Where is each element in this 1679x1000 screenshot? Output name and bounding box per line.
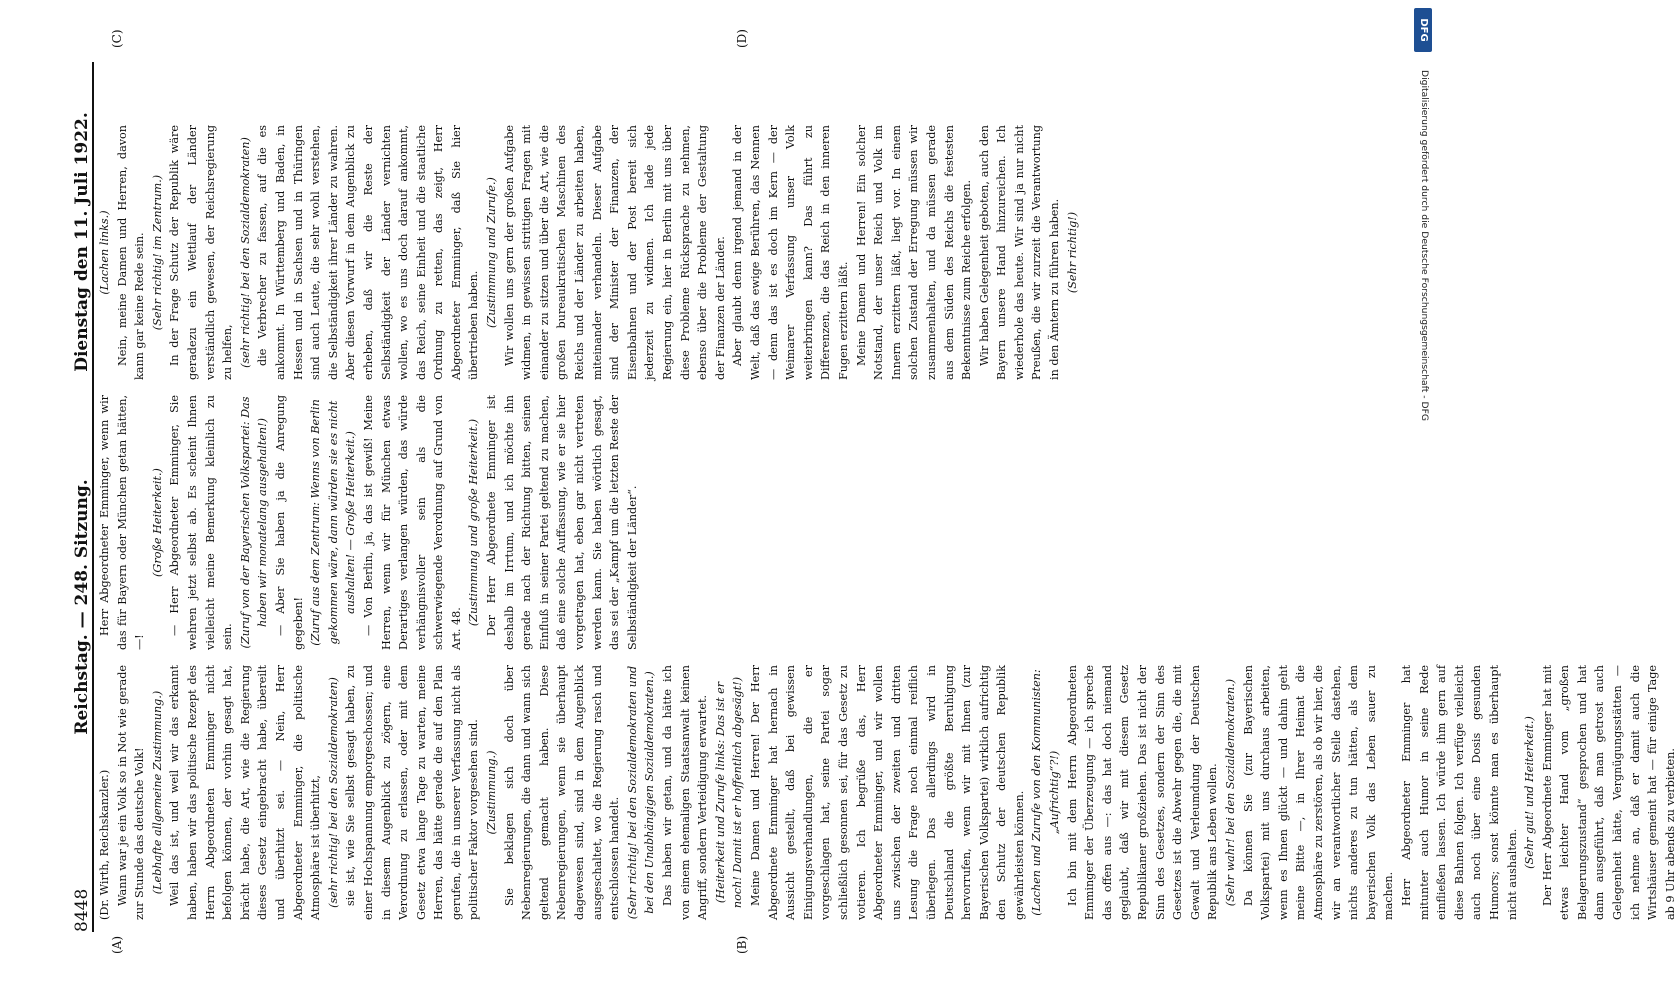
- stage-direction: (Lachen links.): [98, 210, 111, 295]
- stage-direction: (Zustimmung und große Heiterkeit.): [467, 418, 481, 627]
- paragraph: Wir wollen uns gern der großen Aufgabe widmen, in gewissen strittigen Fragen mit einander zu sitzen und über die Art, wie die großen bureaukratischen Maschinen des Reichs und der Länder zu arbeiten haben, miteinander verhandeln. Dieser Aufgabe sind der Minister der Finanzen, der Eisenbahnen und der Post bereit sich jederzeit zu widmen. Ich lade jede Regierung ein, hier in Berlin mit uns über diese Probleme Rücksprache zu nehmen, ebenso über die Probleme der Gestaltung der Finanzen der Länder.: [502, 125, 727, 380]
- margin-letter-d: (D): [735, 29, 749, 48]
- paragraph: Sie beklagen sich doch über Nebenregierungen, die dann und wann sich geltend gemacht haben. Diese Nebenregierungen, wenn sie überhaupt dagewesen sind, sind in dem Augenblick ausgeschaltet, wo die Regierung rasch und entschlossen handelt.: [502, 665, 622, 920]
- margin-letter-c: (C): [110, 29, 124, 48]
- paragraph: Herr Abgeordneter Emminger hat mitunter auch Humor in seine Rede einfließen lassen. Ich würde ihm gern auf diese Bahnen folgen. Ich verfüge vielleicht auch noch über eine Dosis gesunden Humors; sonst könnte man es überhaupt nicht aushalten.: [1399, 665, 1519, 920]
- paragraph: In der Frage Schutz der Republik wäre geradezu ein Wettlauf der Länder verständlich gewesen, der Reichsregierung zu helfen,: [168, 125, 235, 380]
- sidebar-credit: [1416, 70, 1430, 630]
- stage-direction: (Zustimmung.): [485, 750, 499, 835]
- margin-letter-b: (B): [735, 935, 749, 954]
- margin-letter-a: (A): [110, 935, 124, 954]
- stage-direction: (Zuruf von der Bayerischen Volkspartei: Das haben wir monatelang ausgehalten!): [238, 396, 270, 649]
- stage-direction: (Heiterkeit und Zurufe links: Das ist er noch! Damit ist er hoffentlich abgesägt!): [713, 676, 745, 909]
- dfg-logo: [1414, 8, 1432, 52]
- paragraph: Herr Abgeordneter Emminger, wenn wir das für Bayern oder München getan hätten, —!: [98, 395, 147, 650]
- stage-direction: (Sehr richtig! im Zentrum.): [150, 174, 164, 331]
- column-middle: [96, 395, 1421, 650]
- running-head-left: Reichstag. — 248. Sitzung.: [72, 479, 92, 735]
- page-number: 8448: [72, 888, 92, 932]
- paragraph: — Herr Abgeordneter Emminger, Sie wehren jetzt selbst ab. Es scheint Ihnen vielleicht meine Bemerkung kleinlich zu sein.: [168, 395, 235, 650]
- stage-direction: (Lachen und Zurufe von den Kommunisten: „Aufrichtig“?!): [1030, 669, 1062, 916]
- paragraph: — Von Berlin, ja, das ist gewiß! Meine Herren, wenn wir für München etwas Derartiges verlangen würden, das würde verhängnisvoller sein als die schwerwiegende Verordnung auf Grund von Art. 48.: [361, 395, 463, 650]
- paragraph: (Dr. Wirth, Reichskanzler.): [98, 769, 111, 920]
- paragraph: Das haben wir getan, und da hätte ich von einem ehemaligen Staatsanwalt keinen Angriff, sondern Verteidigung erwartet.: [661, 665, 710, 920]
- paragraph: Ich bin mit dem Herrn Abgeordneten Emminger der Überzeugung — ich spreche das offen aus —: das hat doch niemand geglaubt, daß wir mit diesem Gesetz Republikaner großziehen. Das ist nicht der Sinn des Gesetzes, sondern der Sinn des Gesetzes ist die Abwehr gegen die, die mit Gewalt und Verleumdung der Deutschen Republik ans Leben wollen.: [1065, 665, 1220, 920]
- stage-direction: (sehr richtig! bei den Sozialdemokraten): [326, 677, 340, 908]
- paragraph: Wir haben Gelegenheit geboten, auch den Bayern unsere Hand hinzureichen. Ich wiederhole das heute. Wir sind ja nur nicht Preußen, die wir zurzeit die Verantwortung in den Ämtern zu führen haben.: [977, 125, 1062, 380]
- stage-direction: (sehr richtig! bei den Sozialdemokraten): [238, 137, 252, 368]
- paragraph: Da können Sie (zur Bayerischen Volkspartei) mit uns durchaus arbeiten, wenn es Ihnen glückt — und dahin geht meine Bitte —, in Ihrer Heimat die Atmosphäre zu zerstören, als ob wir hier, die wir an verantwortlicher Stelle dastehen, nichts anderes zu tun hätten, als dem bayerischen Volk das Leben sauer zu machen.: [1241, 665, 1396, 920]
- sidebar-credit-text: Digitalisierung gefördert durch die Deutsche Forschungsgemeinschaft - DFG: [1419, 70, 1430, 421]
- paragraph: Wann war je ein Volk so in Not wie gerade zur Stunde das deutsche Volk!: [115, 665, 147, 920]
- page-header: [58, 62, 94, 932]
- paragraph: Nein, meine Damen und Herren, davon kann gar keine Rede sein.: [115, 125, 147, 380]
- column-left: [96, 665, 1677, 920]
- stage-direction: (Sehr richtig!): [1065, 211, 1079, 294]
- stage-direction: (Lebhafte allgemeine Zustimmung.): [150, 690, 164, 895]
- paragraph: Meine Damen und Herren! Der Herr Abgeordnete Emminger hat hernach in Aussicht gestellt, daß bei gewissen Einigungsverhandlungen, die er vorgeschlagen hat, seine Partei sogar schließlich gesonnen sei, für das Gesetz zu votieren. Ich begrüße das, Herr Abgeordneter Emminger, und wir wollen uns zwischen der zweiten und dritten Lesung die Frage noch einmal reiflich überlegen. Das allerdings wird in Deutschland die größte Beruhigung hervorrufen, wenn wir mit Ihnen (zur Bayerischen Volkspartei) wirklich aufrichtig den Schutz der deutschen Republik gewährleisten können.: [748, 665, 1026, 920]
- paragraph: Meine Damen und Herren! Ein solcher Notstand, der unser Reich und Volk im Innern erzittern läßt, liegt vor. In einem solchen Zustand der Erregung müssen wir zusammenhalten, und da müssen gerade aus dem Süden des Reichs die festesten Bekenntnisse zum Reiche erfolgen.: [854, 125, 974, 380]
- paragraph: Weil das ist, und weil wir das erkannt haben, haben wir das politische Rezept des Herrn Abgeordneten Emminger nicht befolgen können, der vorhin gesagt hat, brächt habe, die Art, wie die Regierung dieses Gesetz eingebracht habe, übereilt und überhitzt sei. — Nein, Herr Abgeordneter Emminger, die politische Atmosphäre ist überhitzt,: [168, 665, 323, 920]
- paragraph: Der Herr Abgeordnete Emminger hat mit etwas leichter Hand vom „großen Belagerungszustand“ gesprochen und hat dann ausgeführt, daß man getrost auch Gelegenheit hätte, Vergnügungsstätten — ich nehme an, daß er damit auch die Wirtshäuser gemeint hat — für einige Tage ab 9 Uhr abends zu verbieten.: [1540, 665, 1677, 920]
- paragraph: die Verbrecher zu fassen, auf die es ankommt. In Württemberg und Baden, in Hessen und in Sachsen und in Thüringen sind auch Leute, die sehr wohl verstehen, die Selbständigkeit ihrer Länder zu wahren. Aber diesen Vorwurf in dem Augenblick zu erheben, daß wir die Reste der Selbständigkeit der Länder vernichten wollen, wo es uns doch darauf ankommt, das Reich, seine Einheit und die staatliche Ordnung zu retten, das zeigt, Herr Abgeordneter Emminger, daß Sie hier übertrieben haben.: [256, 125, 481, 380]
- paragraph: — Aber Sie haben ja die Anregung gegeben!: [273, 395, 305, 650]
- running-head-right: Dienstag den 11. Juli 1922.: [72, 112, 92, 372]
- paragraph: Aber glaubt denn irgend jemand in der Welt, daß das ewige Berühren, das Nennen — denn das ist es doch im Kern — der Weimarer Verfassung unser Volk weiterbringen kann? Das führt zu Differenzen, die das Reich in den inneren Fugen erzittern läßt.: [731, 125, 850, 380]
- paragraph: Der Herr Abgeordnete Emminger ist deshalb im Irrtum, und ich möchte ihn gerade nach der Richtung bitten, seinen Einfluß in seiner Partei geltend zu machen, daß eine solche Auffassung, wie er sie hier vorgetragen hat, eben gar nicht vertreten werden kann. Sie haben wörtlich gesagt, das sei der „Kampf um die letzten Reste der Selbständigkeit der Länder“.: [485, 395, 639, 650]
- dfg-logo-text: DFG: [1418, 18, 1429, 42]
- stage-direction: (Sehr richtig! bei den Sozialdemokraten und bei den Unabhängigen Sozialdemokraten.): [625, 665, 657, 920]
- stage-direction: (Sehr wahr! bei den Sozialdemokraten.): [1224, 678, 1237, 907]
- stage-direction: (Zustimmung und Zurufe.): [485, 177, 499, 328]
- stage-direction: (Große Heiterkeit.): [150, 468, 164, 577]
- paragraph: sie ist, wie Sie selbst gesagt haben, zu einer Hochspannung emporgeschossen; und in diesem Augenblick zu zögern, eine Verordnung zu erlassen, oder mit dem Gesetz etwa lange Tage zu warten, meine Herren, das hätte gerade die auf den Plan gerufen, die in unserer Verfassung nicht als politischer Faktor vorgesehen sind.: [344, 665, 481, 920]
- stage-direction: (Sehr gut! und Heiterkeit.): [1523, 716, 1537, 869]
- column-right: [96, 125, 1421, 380]
- stage-direction: (Zuruf aus dem Zentrum: Wenns von Berlin gekommen wäre, dann würden sie es nicht aushalten! — Große Heiterkeit.): [309, 399, 358, 646]
